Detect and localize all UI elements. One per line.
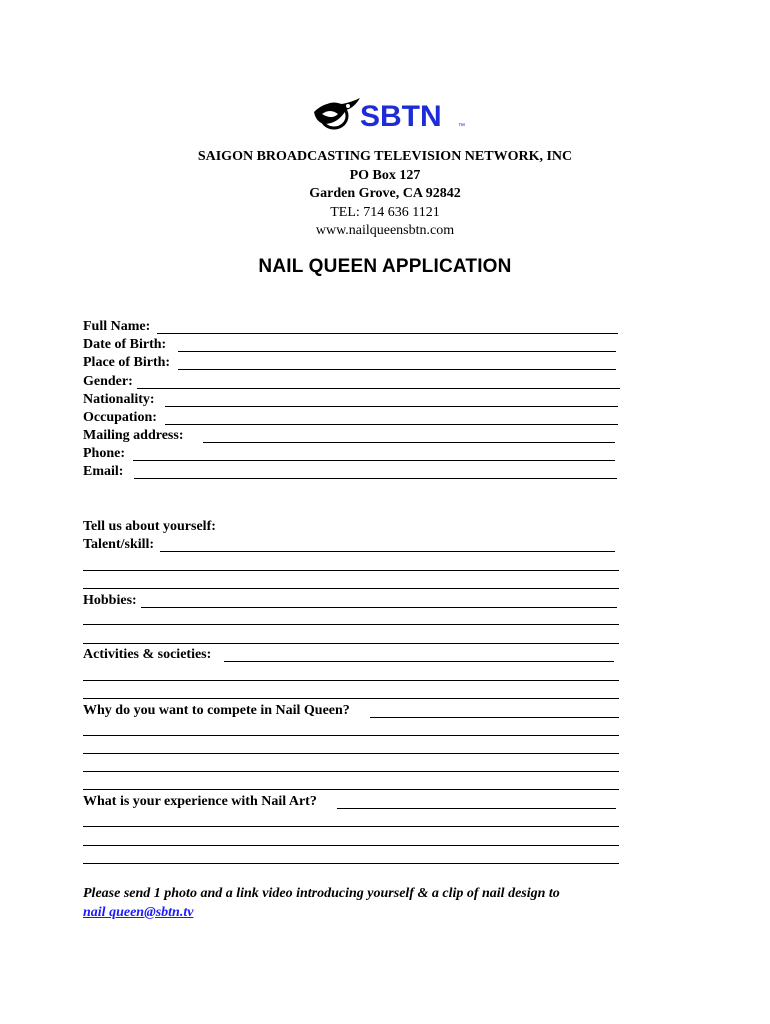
full-name-field — [83, 318, 150, 336]
occupation-label: Occupation: — [83, 410, 157, 425]
mailing-address-label: Mailing address: — [83, 428, 184, 443]
company-header — [0, 148, 770, 241]
hobbies-label: Hobbies: — [83, 593, 137, 608]
city-address: Garden Grove, CA 92842 — [309, 186, 461, 201]
talent-answer-line[interactable] — [83, 588, 619, 589]
about-heading: Tell us about yourself: — [83, 519, 216, 534]
talent-label: Talent/skill: — [83, 537, 155, 552]
hobbies-answer-line[interactable] — [83, 643, 619, 644]
place-of-birth-label: Place of Birth: — [83, 355, 171, 370]
hobbies-field — [83, 592, 137, 610]
talent-input-line[interactable] — [160, 551, 615, 552]
why-compete-answer-line[interactable] — [83, 753, 619, 754]
experience-answer-line[interactable] — [83, 845, 619, 846]
nationality-label: Nationality: — [83, 392, 155, 407]
why-compete-answer-line[interactable] — [83, 789, 619, 790]
talent-field — [83, 536, 154, 554]
talent-answer-line[interactable] — [83, 570, 619, 571]
full-name-input-line[interactable] — [157, 333, 618, 334]
why-compete-answer-line[interactable] — [83, 771, 619, 772]
occupation-input-line[interactable] — [165, 424, 618, 425]
date-of-birth-field — [83, 336, 166, 354]
occupation-field — [83, 409, 157, 427]
submission-instruction — [83, 884, 643, 922]
why-compete-label: Why do you want to compete in Nail Queen? — [83, 703, 350, 718]
email-link[interactable]: nail queen@sbtn.tv — [83, 905, 194, 920]
nationality-input-line[interactable] — [165, 406, 618, 407]
page-title: NAIL QUEEN APPLICATION — [258, 256, 512, 277]
logo-text: SBTN — [360, 100, 442, 133]
activities-answer-line[interactable] — [83, 698, 619, 699]
place-of-birth-field — [83, 354, 170, 372]
phone-label: Phone: — [83, 446, 125, 461]
gender-field — [83, 373, 133, 391]
instruction-text: Please send 1 photo and a link video introducing yourself & a clip of nail design to — [83, 886, 560, 901]
activities-label: Activities & societies: — [83, 647, 212, 662]
date-of-birth-label: Date of Birth: — [83, 337, 167, 352]
place-of-birth-input-line[interactable] — [178, 369, 616, 370]
website: www.nailqueensbtn.com — [315, 223, 455, 238]
telephone: TEL: 714 636 1121 — [330, 204, 440, 220]
experience-field — [83, 793, 317, 811]
gender-label: Gender: — [83, 374, 133, 389]
mailing-address-field — [83, 427, 183, 445]
activities-field — [83, 646, 211, 664]
why-compete-field — [83, 702, 350, 720]
gender-input-line[interactable] — [137, 388, 620, 389]
why-compete-answer-line[interactable] — [83, 735, 619, 736]
hobbies-answer-line[interactable] — [83, 624, 619, 625]
email-field — [83, 463, 123, 481]
hobbies-input-line[interactable] — [141, 607, 617, 608]
po-box: PO Box 127 — [349, 167, 421, 183]
date-of-birth-input-line[interactable] — [178, 351, 616, 352]
experience-answer-line[interactable] — [83, 863, 619, 864]
mailing-address-input-line[interactable] — [203, 442, 615, 443]
phone-input-line[interactable] — [133, 460, 615, 461]
dragon-emblem-icon — [308, 94, 468, 134]
nationality-field — [83, 391, 155, 409]
phone-field — [83, 445, 125, 463]
activities-answer-line[interactable] — [83, 680, 619, 681]
experience-label: What is your experience with Nail Art? — [83, 794, 317, 809]
experience-input-line[interactable] — [337, 808, 616, 809]
trademark-mark: ™ — [458, 123, 465, 130]
company-name: SAIGON BROADCASTING TELEVISION NETWORK, INC — [197, 149, 573, 164]
email-label: Email: — [83, 464, 124, 479]
sbtn-logo — [308, 94, 468, 134]
activities-input-line[interactable] — [224, 661, 614, 662]
full-name-label: Full Name: — [83, 319, 151, 334]
email-input-line[interactable] — [134, 478, 617, 479]
experience-answer-line[interactable] — [83, 826, 619, 827]
why-compete-input-line[interactable] — [370, 717, 619, 718]
